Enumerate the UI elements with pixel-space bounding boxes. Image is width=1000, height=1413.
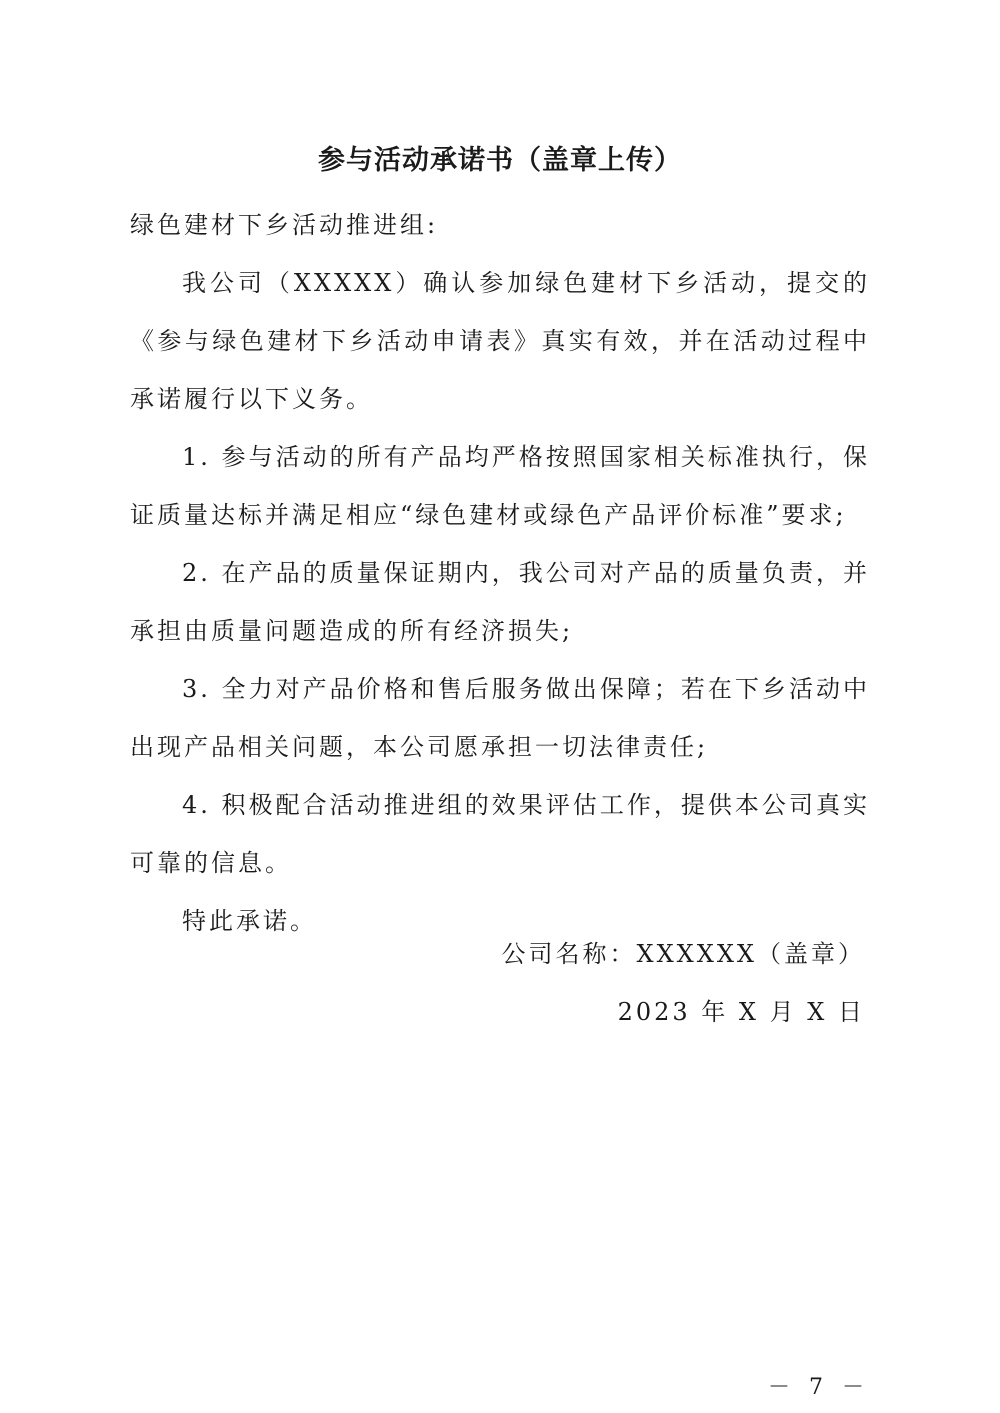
obligation-item-3: 3. 全力对产品价格和售后服务做出保障；若在下乡活动中出现产品相关问题，本公司愿承担一切法律责任; — [130, 675, 870, 761]
addressee-text: 绿色建材下乡活动推进组: — [130, 211, 439, 239]
signature-block — [501, 925, 865, 1041]
addressee — [130, 196, 870, 254]
intro-paragraph: 我公司（XXXXX）确认参加绿色建材下乡活动，提交的《参与绿色建材下乡活动申请表》真实有效，并在活动过程中承诺履行以下义务。 — [130, 269, 870, 413]
obligation-item-4: 4. 积极配合活动推进组的效果评估工作，提供本公司真实可靠的信息。 — [130, 791, 870, 877]
document-body — [130, 254, 870, 950]
obligation-item-1: 1. 参与活动的所有产品均严格按照国家相关标准执行，保证质量达标并满足相应“绿色建材或绿色产品评价标准”要求; — [130, 443, 870, 529]
signature-date: 2023 年 X 月 X 日 — [617, 998, 865, 1026]
obligation-item-2: 2. 在产品的质量保证期内，我公司对产品的质量负责，并承担由质量问题造成的所有经济损失; — [130, 559, 870, 645]
closing-statement: 特此承诺。 — [182, 907, 317, 935]
document-title: 参与活动承诺书（盖章上传） — [318, 145, 682, 176]
company-name-line: 公司名称：XXXXXX（盖章） — [501, 940, 865, 968]
page-number: － 7 － — [768, 1375, 870, 1400]
